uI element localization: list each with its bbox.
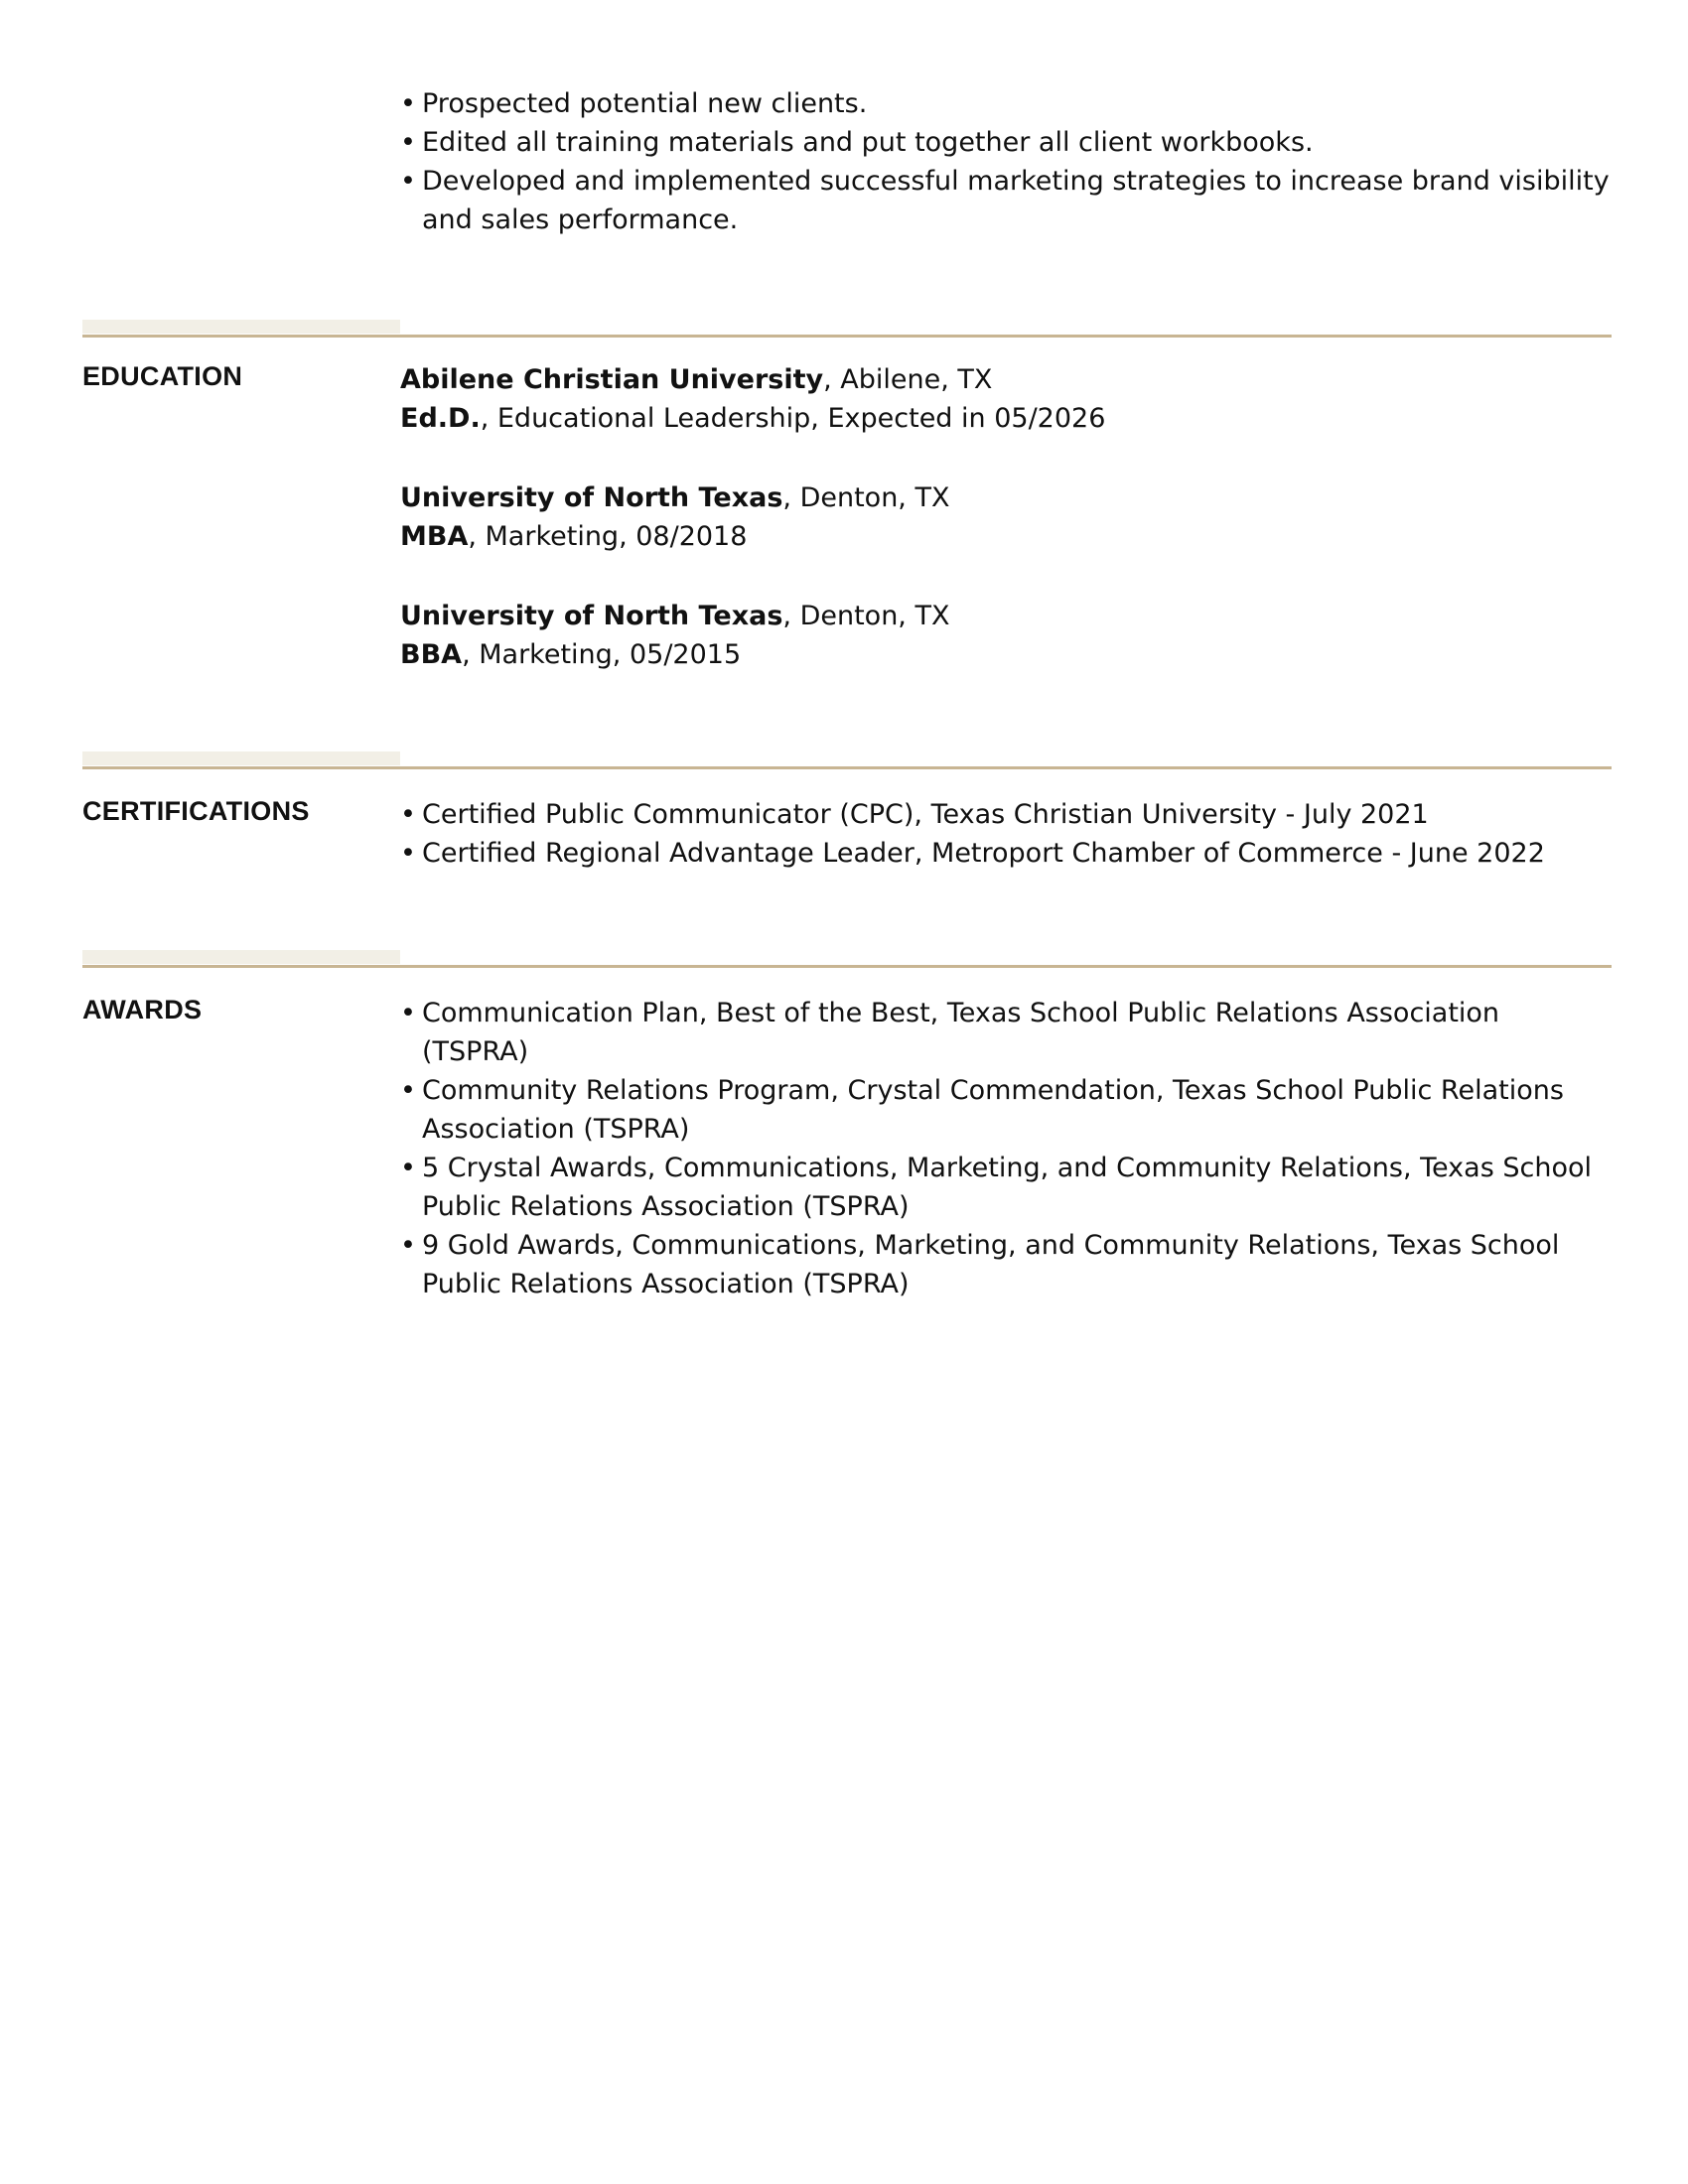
education-degree-line (400, 635, 1612, 674)
divider-tab (82, 751, 400, 765)
section-divider-certifications (82, 751, 1612, 771)
education-degree: Ed.D. (400, 403, 481, 434)
education-heading: EDUCATION (82, 361, 243, 391)
award-bullet: • Communication Plan, Best of the Best, Texas School Public Relations Association (TSPRA) (400, 994, 1612, 1071)
award-bullet: • 9 Gold Awards, Communications, Marketing, and Community Relations, Texas School Public Relations Association (TSPRA) (400, 1226, 1612, 1303)
awards-bullet-list (400, 994, 1612, 1303)
education-degree: MBA (400, 521, 469, 552)
certifications-bullet-list (400, 795, 1612, 873)
section-divider-awards (82, 950, 1612, 970)
education-section (400, 360, 1612, 715)
education-entry (400, 478, 1612, 556)
education-school-line (400, 360, 1612, 399)
divider-line (82, 965, 1612, 968)
education-school-line (400, 478, 1612, 517)
education-degree: BBA (400, 639, 463, 670)
section-divider-education (82, 320, 1612, 340)
education-location: , Abilene, TX (823, 364, 993, 395)
education-entry (400, 360, 1612, 438)
divider-tab (82, 320, 400, 334)
education-degree-line (400, 517, 1612, 556)
divider-line (82, 766, 1612, 769)
awards-section (400, 994, 1612, 1303)
awards-heading: AWARDS (82, 995, 203, 1024)
education-school: Abilene Christian University (400, 364, 824, 395)
education-location: , Denton, TX (782, 482, 950, 513)
certifications-section (400, 795, 1612, 873)
award-bullet: • 5 Crystal Awards, Communications, Marketing, and Community Relations, Texas School Public Relations Association (TSPRA) (400, 1149, 1612, 1226)
award-bullet: • Community Relations Program, Crystal Commendation, Texas School Public Relations Association (TSPRA) (400, 1071, 1612, 1149)
education-detail: , Educational Leadership, Expected in 05/2026 (480, 403, 1106, 434)
education-location: , Denton, TX (782, 601, 950, 631)
education-degree-line (400, 399, 1612, 438)
education-school-line (400, 597, 1612, 635)
certification-bullet: • Certified Regional Advantage Leader, Metroport Chamber of Commerce - June 2022 (400, 834, 1612, 873)
education-detail: , Marketing, 05/2015 (462, 639, 742, 670)
experience-bullet: • Edited all training materials and put together all client workbooks. (400, 123, 1612, 162)
certifications-heading: CERTIFICATIONS (82, 796, 310, 826)
certification-bullet: • Certified Public Communicator (CPC), Texas Christian University - July 2021 (400, 795, 1612, 834)
divider-tab (82, 950, 400, 964)
experience-bullet-list (400, 84, 1612, 239)
education-school: University of North Texas (400, 482, 783, 513)
education-entry (400, 597, 1612, 674)
education-school: University of North Texas (400, 601, 783, 631)
education-detail: , Marketing, 08/2018 (468, 521, 748, 552)
divider-line (82, 335, 1612, 338)
experience-bullet: • Developed and implemented successful marketing strategies to increase brand visibility and sales performance. (400, 162, 1612, 239)
experience-continued (400, 84, 1612, 239)
experience-bullet: • Prospected potential new clients. (400, 84, 1612, 123)
